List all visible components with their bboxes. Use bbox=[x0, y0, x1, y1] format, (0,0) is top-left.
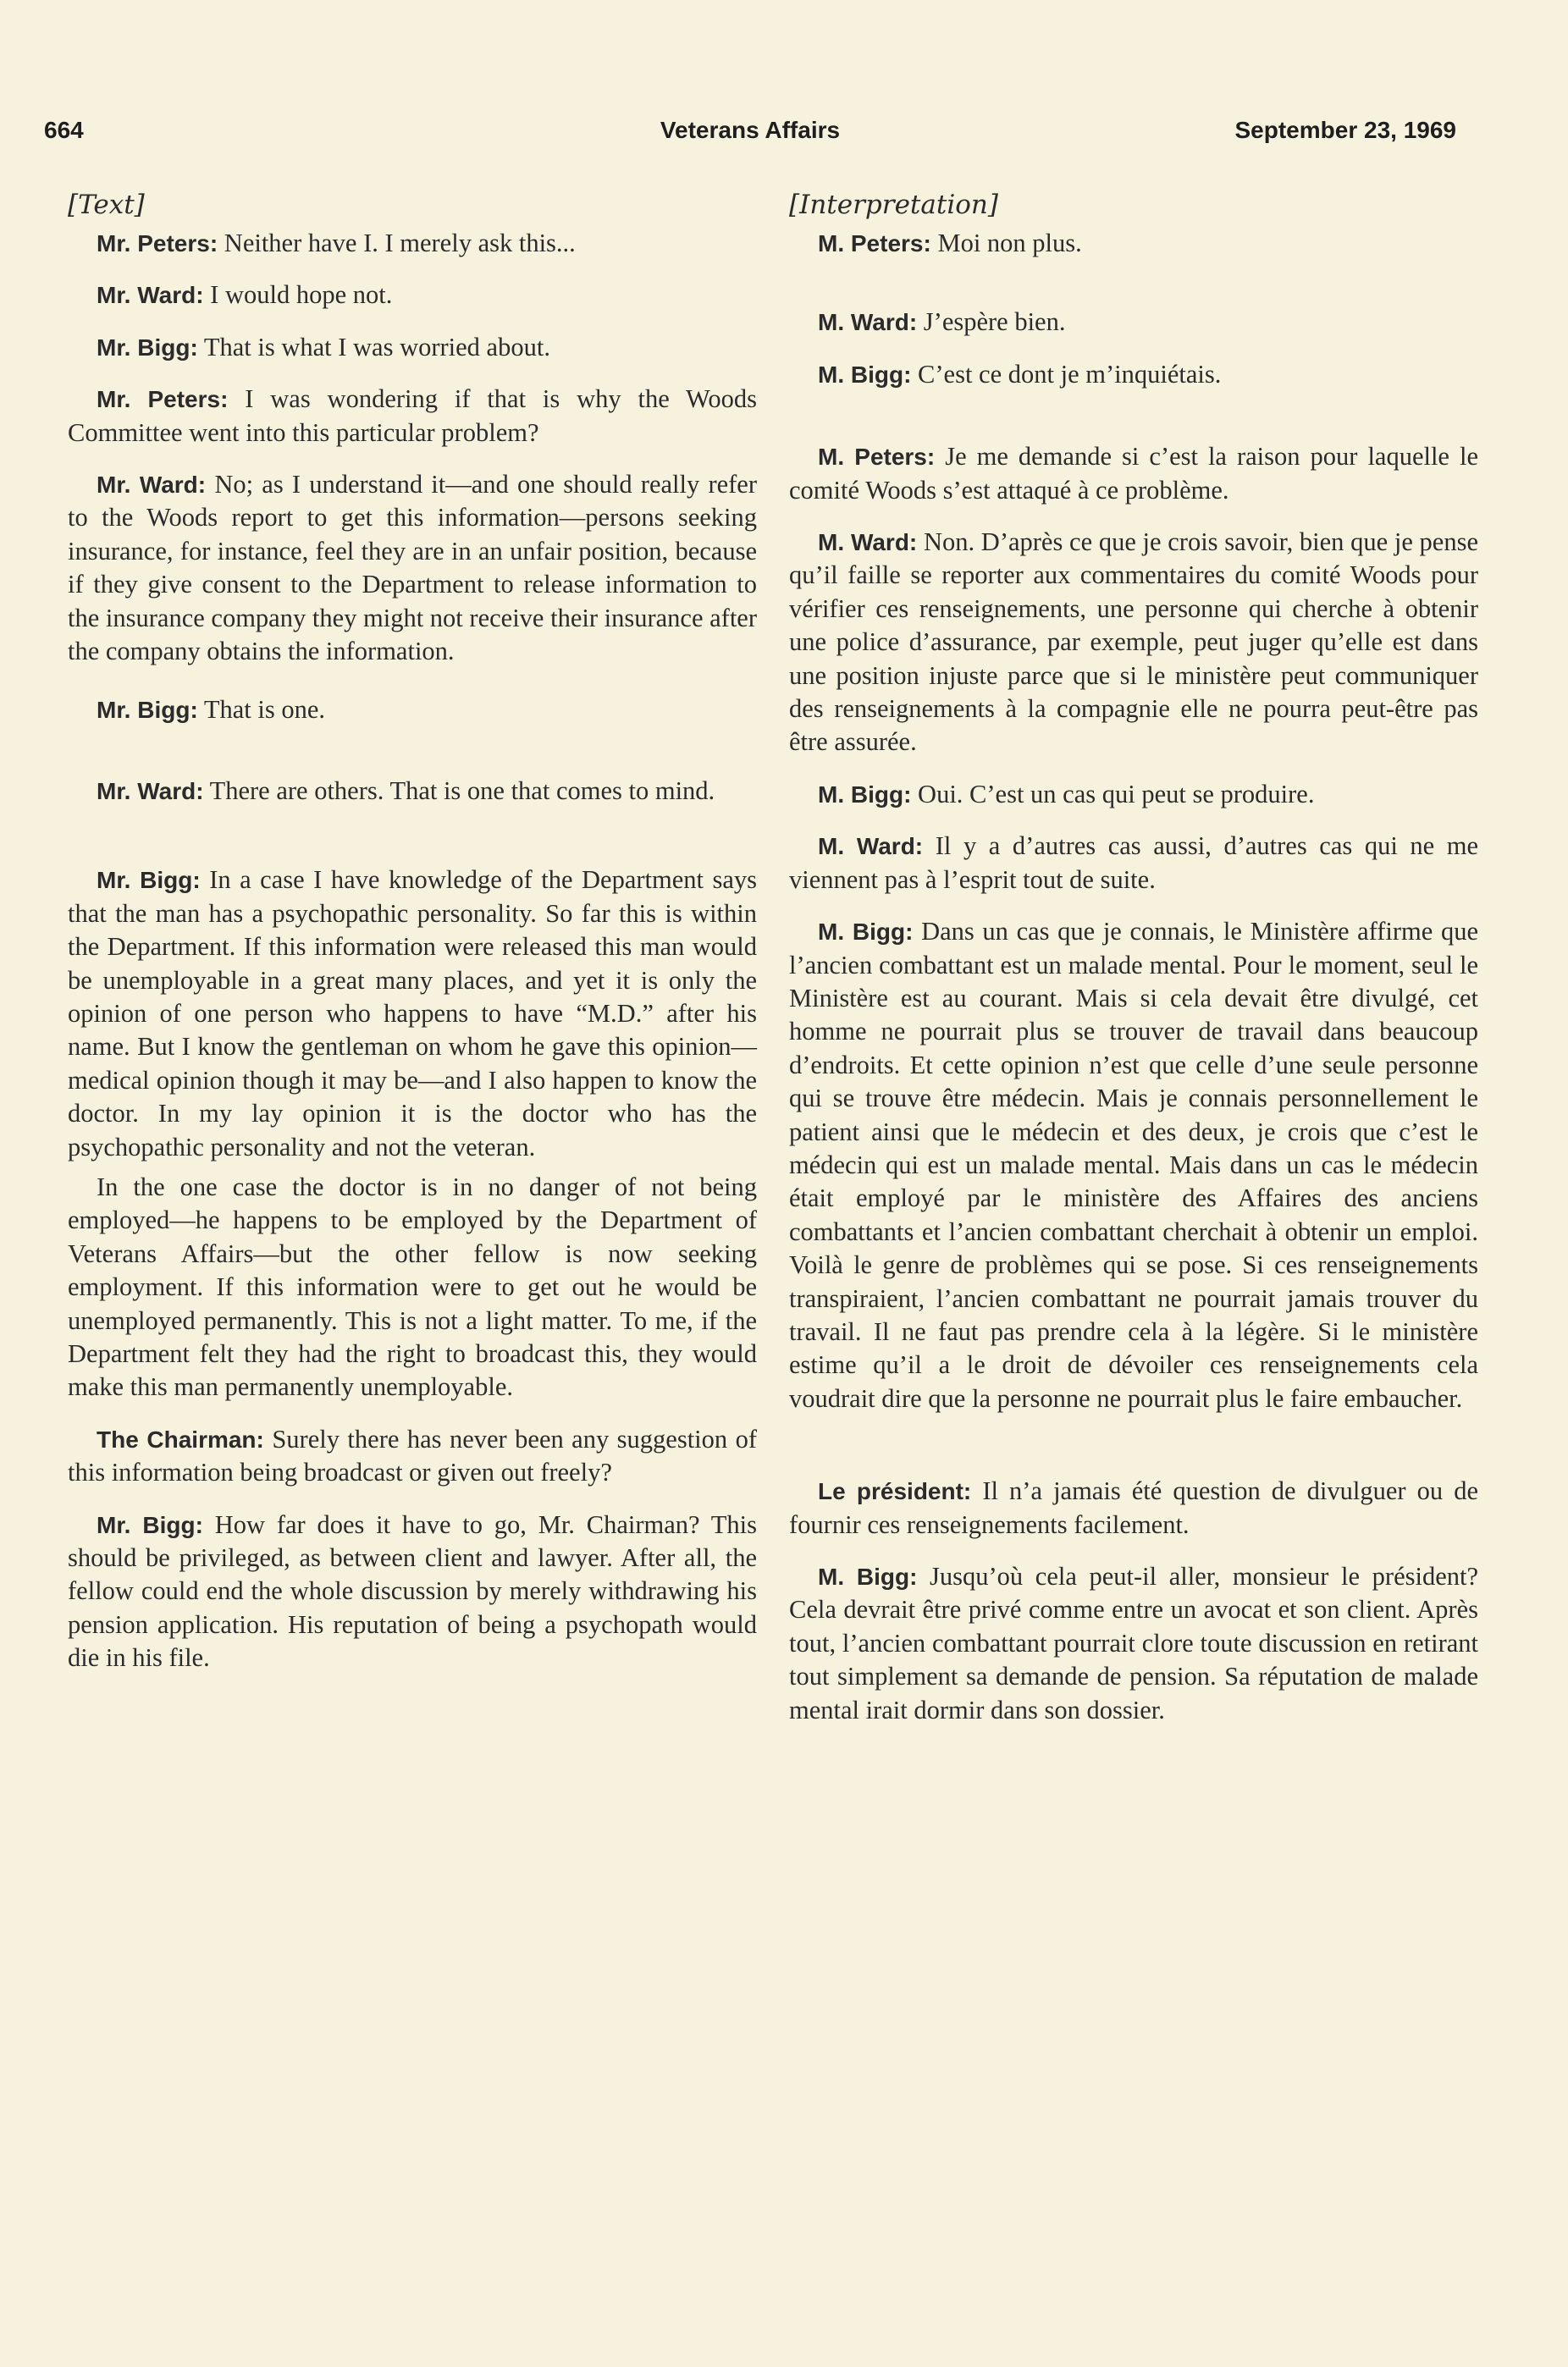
paragraph bbox=[68, 468, 757, 668]
paragraph-text: No; as I understand it—and one should really refer to the Woods report to get this information—persons seeking insurance, for instance, feel they are in an unfair position, because if they give consent to the Department to release information to the insurance company they might not receive their insurance after the company obtains the information. bbox=[68, 470, 757, 666]
paragraph bbox=[68, 331, 757, 364]
paragraph-text: Non. D’après ce que je crois savoir, bien que je pense qu’il faille se reporter aux commentaires du comité Woods pour vérifier ces renseignements, une personne qui cherche à obtenir une police d’assurance, par exemple, peut juger qu’elle est dans une position injuste parce que si le ministère peut communiquer des renseignements à la compagnie elle ne pourra peut-être pas être assurée. bbox=[789, 527, 1478, 757]
running-date: September 23, 1969 bbox=[1234, 117, 1456, 143]
paragraph bbox=[789, 227, 1478, 260]
paragraph bbox=[68, 693, 757, 726]
paragraph-text: Oui. C’est un cas qui peut se produire. bbox=[918, 779, 1315, 808]
paragraph bbox=[789, 778, 1478, 811]
paragraph bbox=[789, 440, 1478, 507]
column-label: [Text] bbox=[68, 190, 145, 220]
paragraph bbox=[789, 306, 1478, 339]
paragraph-text: Jusqu’où cela peut-il aller, monsieur le président? Cela devrait être privé comme entre un avocat et son client. Après tout, l’ancien combattant pourrait clore toute discussion en retirant tout simplement sa demande de pension. Sa réputation de malade mental irait dormir dans son dossier. bbox=[789, 1562, 1478, 1724]
paragraph-text: That is what I was worried about. bbox=[203, 332, 550, 361]
french-column bbox=[789, 188, 1478, 1727]
paragraph bbox=[789, 526, 1478, 759]
speaker: Mr. Ward: bbox=[97, 777, 204, 804]
speaker: M. Ward: bbox=[818, 833, 924, 860]
running-title: Veterans Affairs bbox=[660, 117, 841, 143]
paragraph-text: There are others. That is one that comes to mind. bbox=[209, 775, 715, 805]
paragraph-text: I would hope not. bbox=[210, 280, 393, 310]
paragraph-text: J’espère bien. bbox=[923, 307, 1066, 337]
paragraph bbox=[68, 1509, 757, 1675]
paragraph-text: Je me demande si c’est la raison pour laquelle le comité Woods s’est attaqué à ce problème. bbox=[789, 442, 1478, 505]
speaker: Mr. Ward: bbox=[97, 282, 204, 309]
paragraph bbox=[68, 279, 757, 312]
speaker: Mr. Bigg: bbox=[97, 697, 198, 724]
speaker: Le président: bbox=[818, 1478, 972, 1505]
speaker: M. Bigg: bbox=[818, 781, 912, 808]
running-header bbox=[44, 117, 1456, 151]
paragraph-text: Il n’a jamais été question de divulguer ou de fournir ces renseignements facilement. bbox=[789, 1476, 1479, 1539]
paragraph bbox=[789, 830, 1478, 897]
speaker: Mr. Ward: bbox=[97, 472, 207, 499]
paragraph bbox=[789, 358, 1478, 391]
paragraph-text: How far does it have to go, Mr. Chairman? This should be privileged, as between client and lawyer. After all, the fellow could end the whole discussion by merely withdrawing his pension application. His reputation of being a psychopath would die in his file. bbox=[68, 1509, 757, 1673]
column-label: [Interpretation] bbox=[789, 190, 998, 220]
speaker: Mr. Bigg: bbox=[97, 1511, 203, 1538]
paragraph bbox=[789, 915, 1478, 1415]
paragraph bbox=[68, 227, 757, 260]
paragraph-text: Moi non plus. bbox=[937, 229, 1082, 257]
speaker: M. Bigg: bbox=[818, 361, 912, 388]
paragraph bbox=[68, 1171, 757, 1404]
paragraph-text: That is one. bbox=[203, 695, 325, 725]
paragraph-text: In the one case the doctor is in no danger of not being employed—he happens to be employed by the Department of Veterans Affairs—but the other fellow is now seeking employment. If this information were to get out he would be unemployed permanently. This is not a light matter. To me, if the Department felt they had the right to broadcast this, they would make this man permanently unemployable. bbox=[68, 1172, 757, 1402]
speaker: M. Ward: bbox=[818, 529, 918, 556]
speaker: Mr. Peters: bbox=[97, 386, 229, 413]
page-number: 664 bbox=[44, 117, 84, 143]
speaker: M. Peters: bbox=[818, 230, 931, 257]
paragraph-text: Dans un cas que je connais, le Ministère affirme que l’ancien combattant est un malade mental. Pour le moment, seul le Ministère est au courant. Mais si cela devait être divulgé, cet homme ne pourrait plus se trouver de travail dans beaucoup d’endroits. Et cette opinion n’est que celle d’une seule personne qui se trouve être médecin. Mais je connais personnellement le patient ainsi que le médecin et des deux, je crois que c’est le médecin qui est un malade mental. Mais dans un cas le médecin était employé par le ministère des Affaires des anciens combattants et l’ancien combattant cherchait à obtenir un emploi. Voilà le genre de problèmes qui se pose. Si ces renseignements transpiraient, l’ancien combattant ne pourrait jamais trouver du travail. Il ne faut pas prendre cela à la légère. Si le ministère estime qu’il a le droit de dévoiler ces renseignements cela voudrait dire que la personne ne pourrait plus le faire embaucher. bbox=[789, 917, 1478, 1413]
speaker: M. Ward: bbox=[818, 309, 918, 336]
speaker: Mr. Bigg: bbox=[97, 867, 201, 894]
speaker: Mr. Bigg: bbox=[97, 334, 198, 361]
paragraph-text: I was wondering if that is why the Woods Committee went into this particular problem? bbox=[68, 384, 758, 447]
paragraph-text: In a case I have knowledge of the Department says that the man has a psychopathic personality. So far this is within the Department. If this information were released this man would be unemployable in a great many places, and yet it is only the opinion of one person who happens to have “M.D.” after his name. But I know the gentleman on whom he gave this opinion—medical opinion though it may be—and I also happen to know the doctor. In my lay opinion it is the doctor who has the psychopathic personality and not the veteran. bbox=[68, 865, 758, 1161]
speaker: The Chairman: bbox=[97, 1426, 264, 1453]
paragraph bbox=[68, 1423, 757, 1490]
paragraph bbox=[68, 863, 757, 1164]
paragraph-text: Surely there has never been any suggestion of this information being broadcast or given out freely? bbox=[68, 1424, 758, 1487]
paragraph bbox=[789, 1475, 1478, 1542]
paragraph-text: C’est ce dont je m’inquiétais. bbox=[918, 359, 1222, 389]
speaker: M. Bigg: bbox=[818, 919, 914, 946]
speaker: M. Peters: bbox=[818, 444, 936, 471]
english-column bbox=[68, 188, 757, 1675]
paragraph-text: Neither have I. I merely ask this... bbox=[224, 229, 576, 257]
paragraph bbox=[789, 1560, 1478, 1727]
paragraph bbox=[68, 383, 757, 450]
paragraph-text: Il y a d’autres cas aussi, d’autres cas qui ne me viennent pas à l’esprit tout de suite. bbox=[789, 831, 1479, 894]
speaker: M. Bigg: bbox=[818, 1564, 918, 1590]
speaker: Mr. Peters: bbox=[97, 230, 218, 257]
paragraph bbox=[68, 775, 757, 808]
